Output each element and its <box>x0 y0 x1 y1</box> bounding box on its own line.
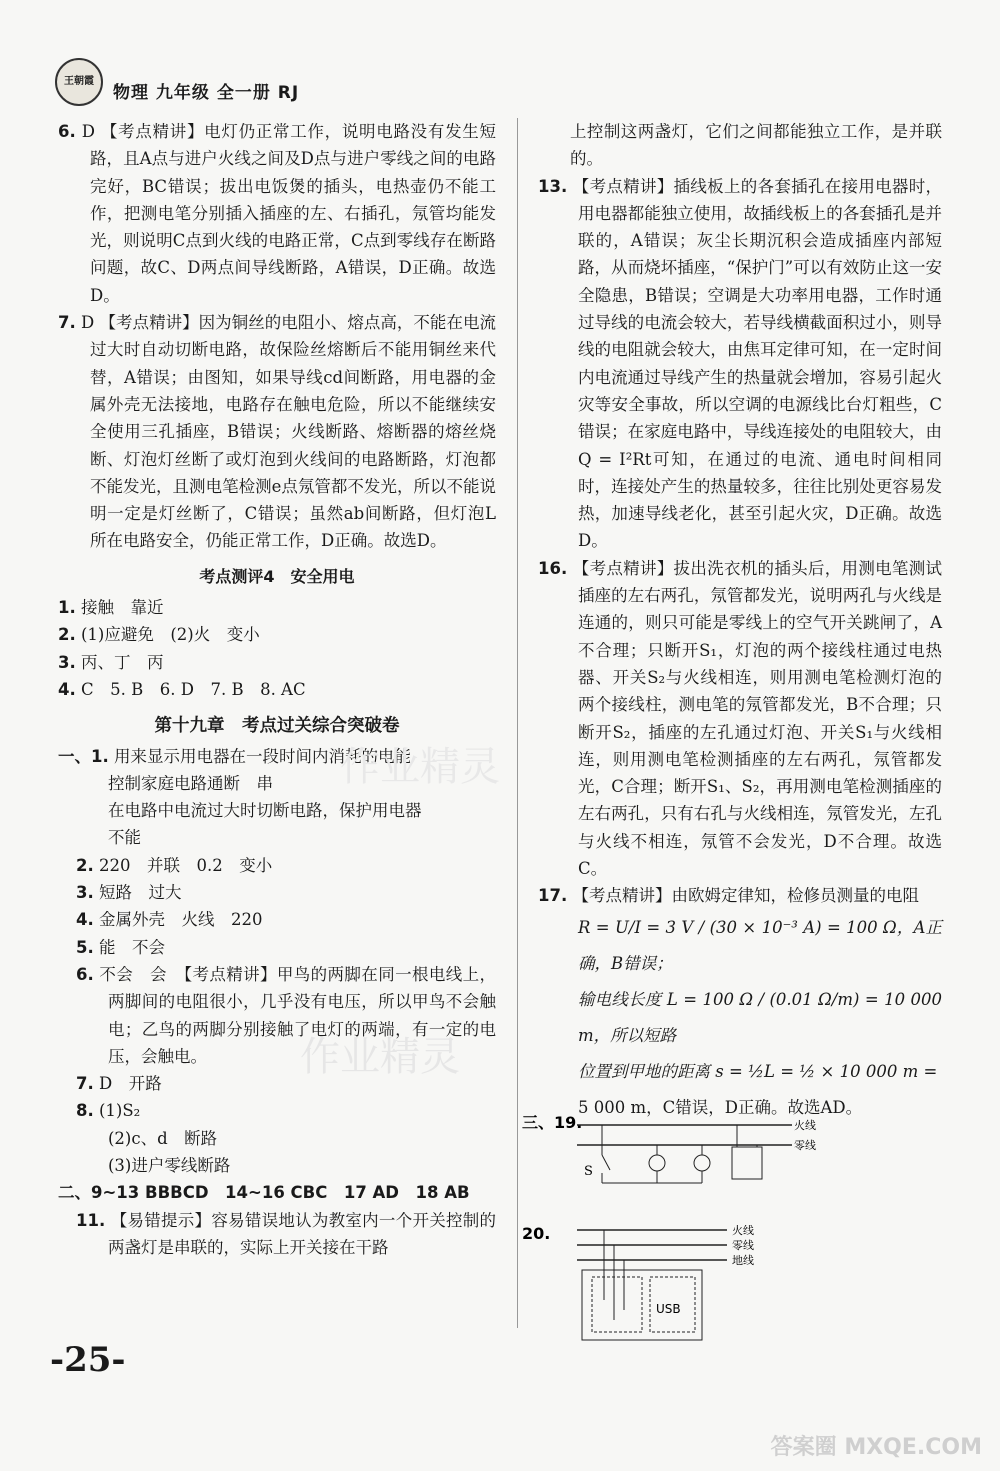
part2-answers: 二、9~13 BBBCD 14~16 CBC 17 AD 18 AB <box>58 1183 470 1203</box>
right-column <box>538 118 942 1126</box>
c1-answer-1-line3: 在电路中电流过大时切断电路，保护用电器 <box>108 801 422 821</box>
circuit-diagram-19 <box>522 1115 842 1195</box>
formula-l: 输电线长度 L = 100 Ω / (0.01 Ω/m) = 10 000 m，所以短路 <box>578 989 942 1045</box>
chapter-title: 第十九章 考点过关综合突破卷 <box>154 716 400 737</box>
s4-answer-3: 3. 丙、丁 丙 <box>58 652 164 672</box>
socket-symbol <box>732 1147 762 1179</box>
column-divider <box>517 118 518 1328</box>
c1-answer-7: 7. D 开路 <box>76 1074 162 1094</box>
c1-answer-8: 8. (1)S₂ <box>76 1101 141 1121</box>
fig19-neutral-label: 零线 <box>794 1139 816 1152</box>
lamp-1 <box>649 1155 665 1171</box>
usb-label: USB <box>656 1302 681 1316</box>
site-watermark: 答案圈 MXQE.COM <box>770 1435 982 1460</box>
fig20-ground-label: 地线 <box>732 1254 754 1267</box>
figure-20 <box>522 1225 842 1345</box>
answer-17: 17. 【考点精讲】由欧姆定律知，检修员测量的电阻 <box>538 886 919 906</box>
answer-6: 6. D 【考点精讲】电灯仍正常工作，说明电路没有发生短路，且A点与进户火线之间及D点与进户零线之间的电路完好，BC错误；拔出电饭煲的插头，电热壶仍不能工作，把测电笔分别插入插座的左、右插孔，氖管均能发光，则说明C点到火线的电路正常，C点到零线存在断路问题，故C、D两点间导线断路，A错误，D正确。故选D。 <box>58 122 496 305</box>
c1-answer-8-line3: (3)进户零线断路 <box>108 1155 231 1175</box>
watermark-2: 作业精灵 <box>300 1034 460 1080</box>
c1-answer-1: 一、1. 用来显示用电器在一段时间内消耗的电能 <box>58 746 411 766</box>
formula-result: 5 000 m，C错误，D正确。故选AD。 <box>578 1097 863 1117</box>
s4-answer-2: 2. (1)应避免 (2)火 变小 <box>58 625 260 645</box>
circuit-diagram-20 <box>522 1225 842 1345</box>
answer-7: 7. D 【考点精讲】因为铜丝的电阻小、熔点高，不能在电流过大时自动切断电路，故保险丝熔断后不能用铜丝来代替，A错误；由图知，如果导线cd间断路，用电器的金属外壳无法接地，电路存在触电危险，所以不能继续安全使用三孔插座，B错误；火线断路、熔断器的熔丝烧断、灯泡灯丝断了或灯泡到火线间的电路断路，灯泡都不能发光，且测电笔检测e点氖管都不发光，所以不能说明一定是灯丝断了，C错误；虽然ab间断路，但灯泡L所在电路安全，仍能正常工作，D正确。故选D。 <box>58 313 496 551</box>
answer-13: 13. 【考点精讲】插线板上的各套插孔在接用电器时，用电器都能独立使用，故插线板上的各套插孔是并联的，A错误；灰尘长期沉积会造成插座内部短路，从而烧坏插座，“保护门”可以有效防止这一安全隐患，B错误；空调是大功率用电器，工作时通过导线的电流会较大，若导线横截面积过小，则导线的电阻就会较大，由焦耳定律可知，在一定时间内电流通过导线产生的热量就会增加，容易引起火灾等安全事故，所以空调的电源线比台灯粗些，C错误；在家庭电路中，导线连接处的电阻较大，由Q = I²Rt可知，在通过的电流、通电时间相同时，连接处产生的热量较多，往往比别处更容易发热，加速导线老化，甚至引起火灾，D正确。故选D。 <box>538 176 943 551</box>
watermark-1: 作业精灵 <box>340 744 500 790</box>
figure-19 <box>522 1115 842 1195</box>
c1-answer-4: 4. 金属外壳 火线 220 <box>76 910 263 930</box>
c1-answer-6: 6. 不会 会 【考点精讲】甲鸟的两脚在同一根电线上，两脚间的电阻很小，几乎没有电压，所以甲鸟不会触电；乙鸟的两脚分别接触了电灯的两端，有一定的电压，会触电。 <box>76 964 497 1066</box>
fig20-live-label: 火线 <box>732 1225 754 1237</box>
c1-answer-5: 5. 能 不会 <box>76 937 165 957</box>
c1-answer-8-line2: (2)c、d 断路 <box>108 1128 218 1148</box>
c1-answer-3: 3. 短路 过大 <box>76 883 182 903</box>
answer-11-cont: 上控制这两盏灯，它们之间都能独立工作，是并联的。 <box>570 122 942 169</box>
page-header <box>55 58 955 103</box>
s4-answer-1: 1. 接触 靠近 <box>58 598 164 618</box>
c1-answer-1-line2: 控制家庭电路通断 串 <box>108 773 273 793</box>
lamp-2 <box>694 1155 710 1171</box>
publisher-logo: 王朝霞 <box>55 58 103 106</box>
answer-16: 16. 【考点精讲】拔出洗衣机的插头后，用测电笔测试插座的左右两孔，氖管都发光，说明两孔与火线是连通的，则只可能是零线上的空气开关跳闸了，A不合理；只断开S₁，灯泡的两个接线柱通过电热器、开关S₂与火线相连，则用测电笔检测灯泡的两个接线柱，测电笔的氖管都发光，B不合理；只断开S₂，插座的左孔通过灯泡、开关S₁与火线相连，则用测电笔检测插座的左右两孔，氖管都发光，C合理；断开S₁、S₂，再用测电笔检测插座的左右两孔，只有右孔与火线相连，氖管发光，左孔与火线不相连，氖管不会发光，D不合理。故选C。 <box>538 558 943 879</box>
page-number: -25- <box>50 1340 126 1380</box>
answer-11: 11. 【易错提示】容易错误地认为教室内一个开关控制的两盏灯是串联的，实际上开关接在干路 <box>76 1210 497 1257</box>
s4-answer-4: 4. C 5. B 6. D 7. B 8. AC <box>58 679 306 699</box>
fig19-switch-label: S <box>584 1164 593 1179</box>
book-title: 物理 九年级 全一册 RJ <box>113 83 300 103</box>
formula-s: 位置到甲地的距离 s = ½L = ½ × 10 000 m = <box>578 1061 938 1081</box>
left-column <box>58 118 496 1261</box>
fig19-live-label: 火线 <box>794 1119 816 1132</box>
fig19-label: 三、19. <box>522 1115 583 1132</box>
switch-symbol <box>602 1155 610 1170</box>
formula-r: R = U/I = 3 V / (30 × 10⁻³ A) = 100 Ω，A正确，B错误； <box>578 917 942 973</box>
c1-answer-1-line4: 不能 <box>108 828 141 848</box>
c1-answer-2: 2. 220 并联 0.2 变小 <box>76 855 273 875</box>
fig20-label: 20. <box>522 1225 551 1243</box>
section-title: 考点测评4 安全用电 <box>199 566 355 586</box>
fig20-neutral-label: 零线 <box>732 1239 754 1252</box>
